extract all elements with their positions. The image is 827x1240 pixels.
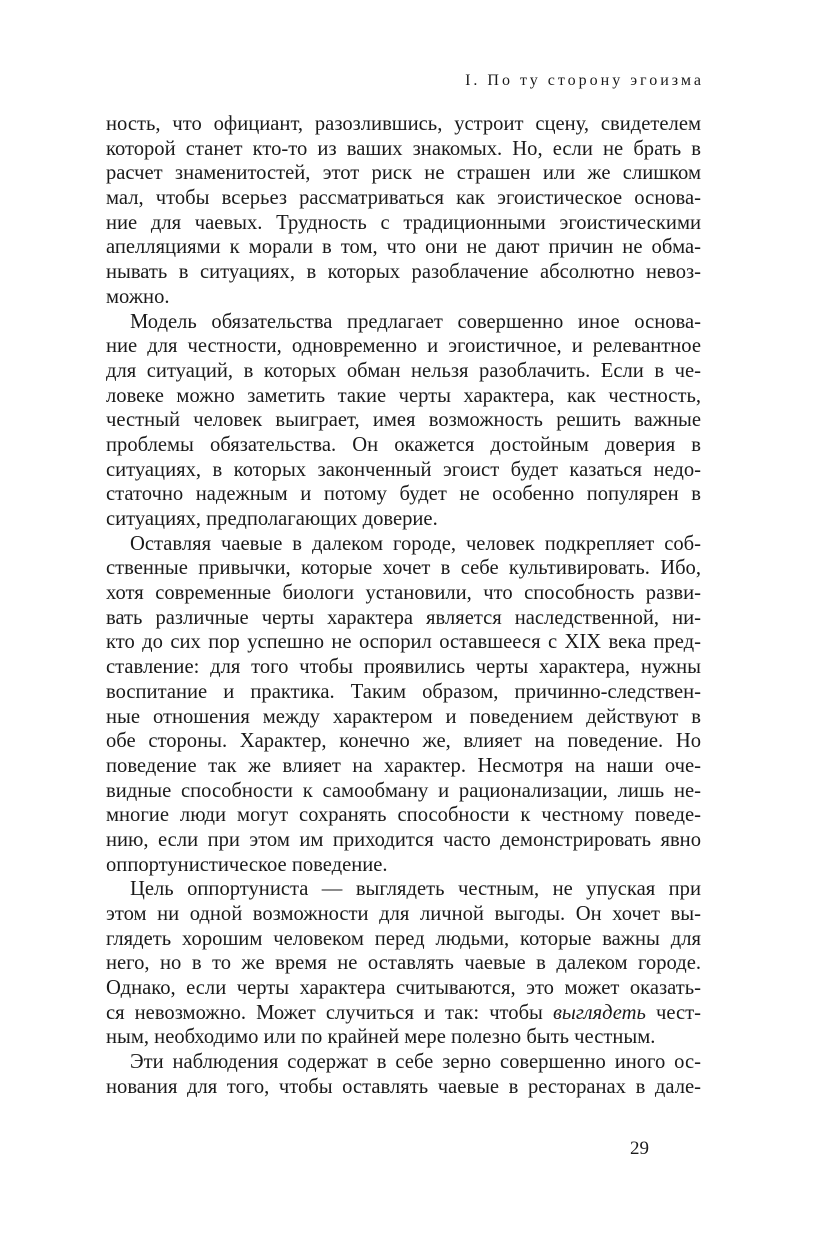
text-line: кто до сих пор успешно не оспорил оставшееся с XIX века пред- bbox=[106, 631, 701, 654]
text-line: поведение так же влияет на характер. Несмотря на наши оче- bbox=[106, 754, 701, 777]
text-line: честный человек выиграет, имея возможность решить важные bbox=[106, 409, 701, 432]
text-line: ситуациях, предполагающих доверие. bbox=[106, 508, 438, 530]
text-line: можно. bbox=[106, 285, 170, 308]
paragraph-5 bbox=[106, 1050, 701, 1099]
text-line: апелляциями к морали в том, что они не дают причин не обма- bbox=[106, 236, 701, 259]
text-line: расчет знаменитостей, этот риск не страшен или же слишком bbox=[106, 162, 701, 185]
text-line: воспитание и практика. Таким образом, причинно-следствен- bbox=[106, 680, 701, 703]
body-text bbox=[106, 112, 701, 1100]
paragraph-2 bbox=[106, 310, 701, 532]
text-line: ным, необходимо или по крайней мере полезно быть честным. bbox=[106, 1026, 656, 1049]
text-line: ставление: для того чтобы проявились черты характера, нужны bbox=[106, 656, 701, 679]
text-line: Однако, если черты характера считываются, это может оказать- bbox=[106, 977, 701, 1000]
paragraph-1 bbox=[106, 112, 701, 310]
text-line: нывать в ситуациях, в которых разоблачение абсолютно невоз- bbox=[106, 261, 701, 284]
text-line-with-emphasis bbox=[106, 1001, 701, 1026]
text-line: Оставляя чаевые в далеком городе, человек подкрепляет соб- bbox=[130, 532, 701, 555]
text-line: ность, что официант, разозлившись, устроит сцену, свидетелем bbox=[106, 113, 701, 135]
text-line: глядеть хорошим человеком перед людьми, которые важны для bbox=[106, 927, 701, 950]
text-line: проблемы обязательства. Он окажется достойным доверия в bbox=[106, 433, 701, 456]
text-line: ные отношения между характером и поведением действуют в bbox=[106, 705, 701, 728]
text-line: многие люди могут сохранять способности к честному поведе- bbox=[106, 804, 701, 827]
text-line: Цель оппортуниста — выглядеть честным, не упуская при bbox=[130, 878, 701, 901]
text-line: нования для того, чтобы оставлять чаевые в ресторанах в дале- bbox=[106, 1075, 701, 1098]
text-line: ние для честности, одновременно и эгоистичное, и релевантное bbox=[106, 335, 701, 358]
text-line: для ситуаций, в которых обман нельзя разоблачить. Если в че- bbox=[106, 359, 701, 382]
text-line: ние для чаевых. Трудность с традиционными эгоистическими bbox=[106, 211, 701, 234]
text-line: этом ни одной возможности для личной выгоды. Он хочет вы- bbox=[106, 903, 701, 925]
text-line: видные способности к самообману и рационализации, лишь не- bbox=[106, 779, 701, 802]
text-line: ситуациях, в которых законченный эгоист будет казаться недо- bbox=[106, 458, 701, 481]
text-fragment: чест- bbox=[645, 1001, 701, 1024]
text-line: Модель обязательства предлагает совершенно иное основа- bbox=[130, 310, 701, 333]
paragraph-4 bbox=[106, 877, 701, 1050]
text-line: статочно надежным и потому будет не особенно популярен в bbox=[106, 483, 701, 506]
paragraph-3 bbox=[106, 532, 701, 878]
text-line: ственные привычки, которые хочет в себе культивировать. Ибо, bbox=[106, 557, 701, 580]
text-line: нию, если при этом им приходится часто демонстрировать явно bbox=[106, 828, 701, 851]
text-line: ловеке можно заметить такие черты характера, как честность, bbox=[106, 384, 701, 407]
text-line: хотя современные биологи установили, что способность разви- bbox=[106, 582, 701, 605]
text-line: мал, чтобы всерьез рассматриваться как эгоистическое основа- bbox=[106, 187, 701, 210]
text-line: вать различные черты характера является наследственной, ни- bbox=[106, 606, 701, 629]
page-number: 29 bbox=[630, 1138, 649, 1159]
text-line: оппортунистическое поведение. bbox=[106, 853, 388, 876]
text-line: него, но в то же время не оставлять чаевые в далеком городе. bbox=[106, 952, 701, 975]
text-fragment: ся невозможно. Может случиться и так: чтобы bbox=[106, 1001, 553, 1024]
text-line: обе стороны. Характер, конечно же, влияет на поведение. Но bbox=[106, 730, 701, 753]
text-line: которой станет кто-то из ваших знакомых. Но, если не брать в bbox=[106, 137, 701, 160]
running-header: I. По ту сторону эгоизма bbox=[465, 72, 704, 89]
emphasized-word: выглядеть bbox=[552, 1001, 646, 1024]
text-line: Эти наблюдения содержат в себе зерно совершенно иного ос- bbox=[130, 1051, 701, 1074]
